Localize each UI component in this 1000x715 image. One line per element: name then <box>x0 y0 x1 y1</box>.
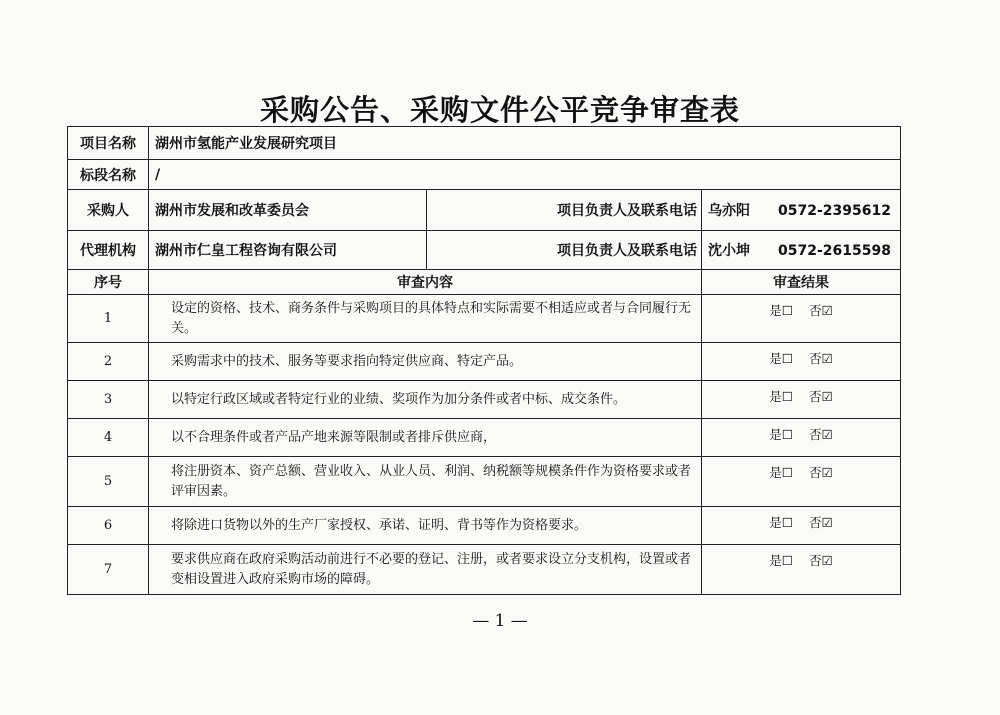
agency-contact-phone: 0572-2615598 <box>778 243 891 259</box>
row-content: 采购需求中的技术、服务等要求指向特定供应商、特定产品。 <box>149 343 702 381</box>
table-row <box>68 419 901 457</box>
row-number: 6 <box>68 507 149 545</box>
table-row <box>68 381 901 419</box>
lot-name-label: 标段名称 <box>68 160 149 190</box>
row-number: 3 <box>68 381 149 419</box>
table-row <box>68 295 901 343</box>
row-content: 要求供应商在政府采购活动前进行不必要的登记、注册，或者要求设立分支机构，设置或者变相设置进入政府采购市场的障碍。 <box>149 545 702 595</box>
no-checkbox[interactable]: 否☑ <box>809 427 833 442</box>
no-checkbox[interactable]: 否☑ <box>809 465 833 480</box>
yes-checkbox[interactable]: 是☐ <box>769 351 793 366</box>
row-number: 7 <box>68 545 149 595</box>
purchaser-contact-label: 项目负责人及联系电话 <box>427 190 702 231</box>
agency-value: 湖州市仁皇工程咨询有限公司 <box>149 231 427 270</box>
project-name-row <box>68 127 901 160</box>
row-number: 2 <box>68 343 149 381</box>
row-result <box>702 343 901 381</box>
header-content: 审查内容 <box>149 270 702 295</box>
project-name-value: 湖州市氢能产业发展研究项目 <box>149 127 901 160</box>
no-checkbox[interactable]: 否☑ <box>809 351 833 366</box>
purchaser-label: 采购人 <box>68 190 149 231</box>
row-content: 将注册资本、资产总额、营业收入、从业人员、利润、纳税额等规模条件作为资格要求或者评审因素。 <box>149 457 702 507</box>
table-row <box>68 507 901 545</box>
row-content: 以不合理条件或者产品产地来源等限制或者排斥供应商， <box>149 419 702 457</box>
no-checkbox[interactable]: 否☑ <box>809 303 833 318</box>
no-checkbox[interactable]: 否☑ <box>809 515 833 530</box>
purchaser-contact-name: 乌亦阳 <box>708 203 750 219</box>
page-title: 采购公告、采购文件公平竞争审查表 <box>259 93 740 127</box>
agency-row <box>68 231 901 270</box>
yes-checkbox[interactable]: 是☐ <box>769 389 793 404</box>
lot-name-value: / <box>149 160 901 190</box>
row-number: 4 <box>68 419 149 457</box>
project-name-label: 项目名称 <box>68 127 149 160</box>
no-checkbox[interactable]: 否☑ <box>809 389 833 404</box>
header-no: 序号 <box>68 270 149 295</box>
row-content: 设定的资格、技术、商务条件与采购项目的具体特点和实际需要不相适应或者与合同履行无关。 <box>149 295 702 343</box>
review-table <box>67 126 901 595</box>
yes-checkbox[interactable]: 是☐ <box>769 515 793 530</box>
row-result <box>702 507 901 545</box>
row-result <box>702 381 901 419</box>
table-row <box>68 545 901 595</box>
row-number: 5 <box>68 457 149 507</box>
yes-checkbox[interactable]: 是☐ <box>769 465 793 480</box>
row-content: 将除进口货物以外的生产厂家授权、承诺、证明、背书等作为资格要求。 <box>149 507 702 545</box>
agency-label: 代理机构 <box>68 231 149 270</box>
row-result <box>702 545 901 595</box>
header-row <box>68 270 901 295</box>
row-result <box>702 419 901 457</box>
lot-name-row <box>68 160 901 190</box>
purchaser-contact <box>702 190 901 231</box>
purchaser-row <box>68 190 901 231</box>
table-row <box>68 457 901 507</box>
yes-checkbox[interactable]: 是☐ <box>769 427 793 442</box>
yes-checkbox[interactable]: 是☐ <box>769 553 793 568</box>
purchaser-value: 湖州市发展和改革委员会 <box>149 190 427 231</box>
row-content: 以特定行政区域或者特定行业的业绩、奖项作为加分条件或者中标、成交条件。 <box>149 381 702 419</box>
row-result <box>702 295 901 343</box>
header-result: 审查结果 <box>702 270 901 295</box>
purchaser-contact-phone: 0572-2395612 <box>778 203 891 219</box>
row-result <box>702 457 901 507</box>
yes-checkbox[interactable]: 是☐ <box>769 303 793 318</box>
agency-contact-name: 沈小坤 <box>708 243 750 259</box>
table-row <box>68 343 901 381</box>
agency-contact-label: 项目负责人及联系电话 <box>427 231 702 270</box>
agency-contact <box>702 231 901 270</box>
row-number: 1 <box>68 295 149 343</box>
no-checkbox[interactable]: 否☑ <box>809 553 833 568</box>
page-number: — 1 — <box>472 611 528 631</box>
